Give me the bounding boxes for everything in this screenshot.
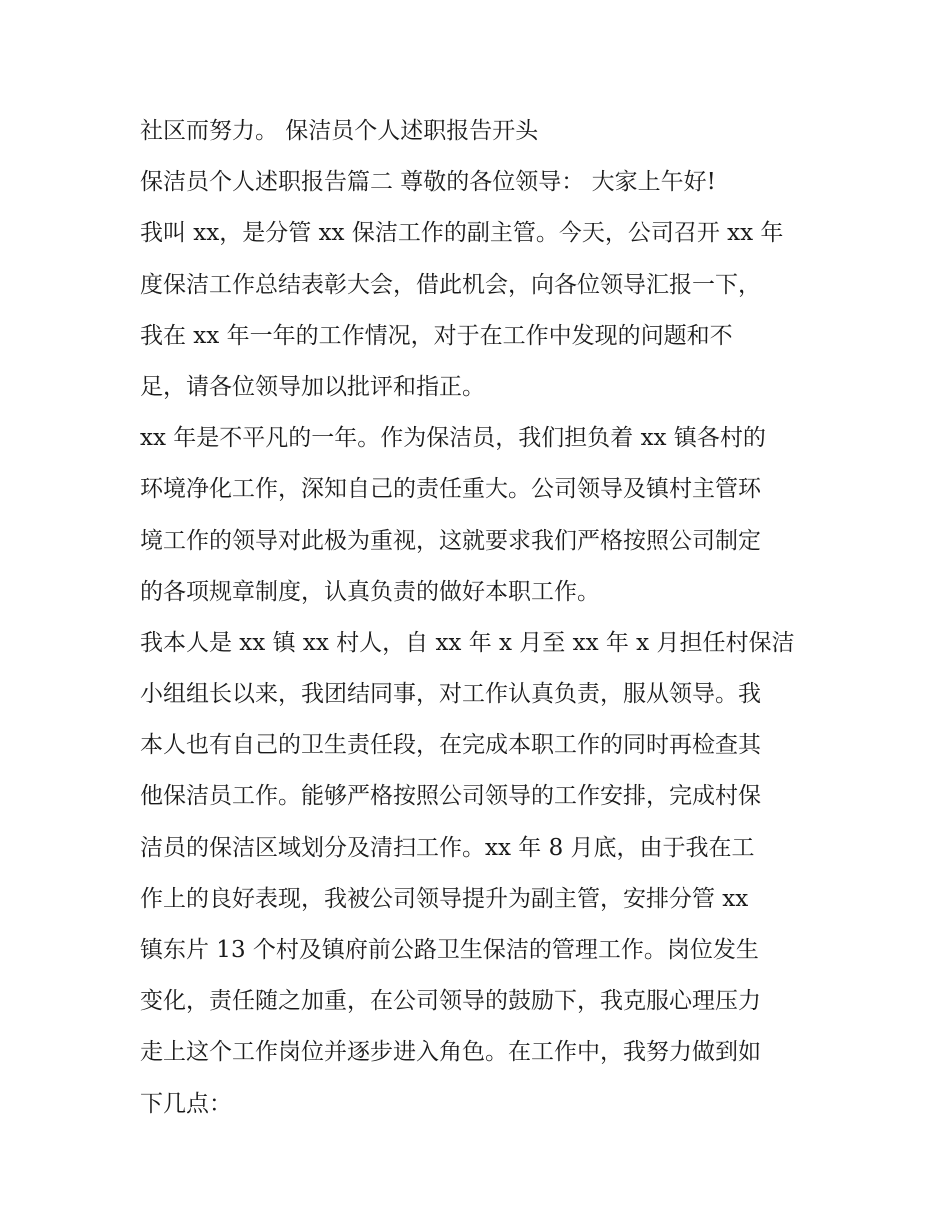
text-line: 变化，责任随之加重，在公司领导的鼓励下，我克服心理压力 <box>140 988 761 1015</box>
text-line: 环境净化工作，深知自己的责任重大。公司领导及镇村主管环 <box>140 476 761 503</box>
text-line: 我在 xx 年一年的工作情况，对于在工作中发现的问题和不 <box>140 322 733 349</box>
text-line: 走上这个工作岗位并逐步进入角色。在工作中，我努力做到如 <box>140 1039 761 1066</box>
text-line: 小组组长以来，我团结同事，对工作认真负责，服从领导。我 <box>140 681 761 708</box>
text-line: 我叫 xx，是分管 xx 保洁工作的副主管。今天，公司召开 xx 年 <box>140 220 784 247</box>
text-line: 下几点： <box>140 1090 232 1117</box>
text-line: 洁员的保洁区域划分及清扫工作。xx 年 8 月底，由于我在工 <box>140 834 755 861</box>
text-line: 社区而努力。 保洁员个人述职报告开头 <box>140 118 539 144</box>
text-line: 他保洁员工作。能够严格按照公司领导的工作安排，完成村保 <box>140 783 761 810</box>
text-line: 的各项规章制度，认真负责的做好本职工作。 <box>140 578 600 605</box>
text-line: 我本人是 xx 镇 xx 村人，自 xx 年 x 月至 xx 年 x 月担任村保洁 <box>140 629 795 656</box>
text-line: 作上的良好表现，我被公司领导提升为副主管，安排分管 xx <box>140 885 749 912</box>
text-line: 镇东片 13 个村及镇府前公路卫生保洁的管理工作。岗位发生 <box>140 937 759 963</box>
text-line: 境工作的领导对此极为重视，这就要求我们严格按照公司制定 <box>140 527 761 554</box>
text-line: 度保洁工作总结表彰大会，借此机会，向各位领导汇报一下， <box>140 271 761 298</box>
text-line: 本人也有自己的卫生责任段，在完成本职工作的同时再检查其 <box>140 732 761 759</box>
text-line: 保洁员个人述职报告篇二 尊敬的各位领导： 大家上午好! <box>140 169 716 196</box>
text-line: xx 年是不平凡的一年。作为保洁员，我们担负着 xx 镇各村的 <box>140 425 766 452</box>
text-line: 足，请各位领导加以批评和指正。 <box>140 373 485 400</box>
document-body <box>140 106 820 1130</box>
